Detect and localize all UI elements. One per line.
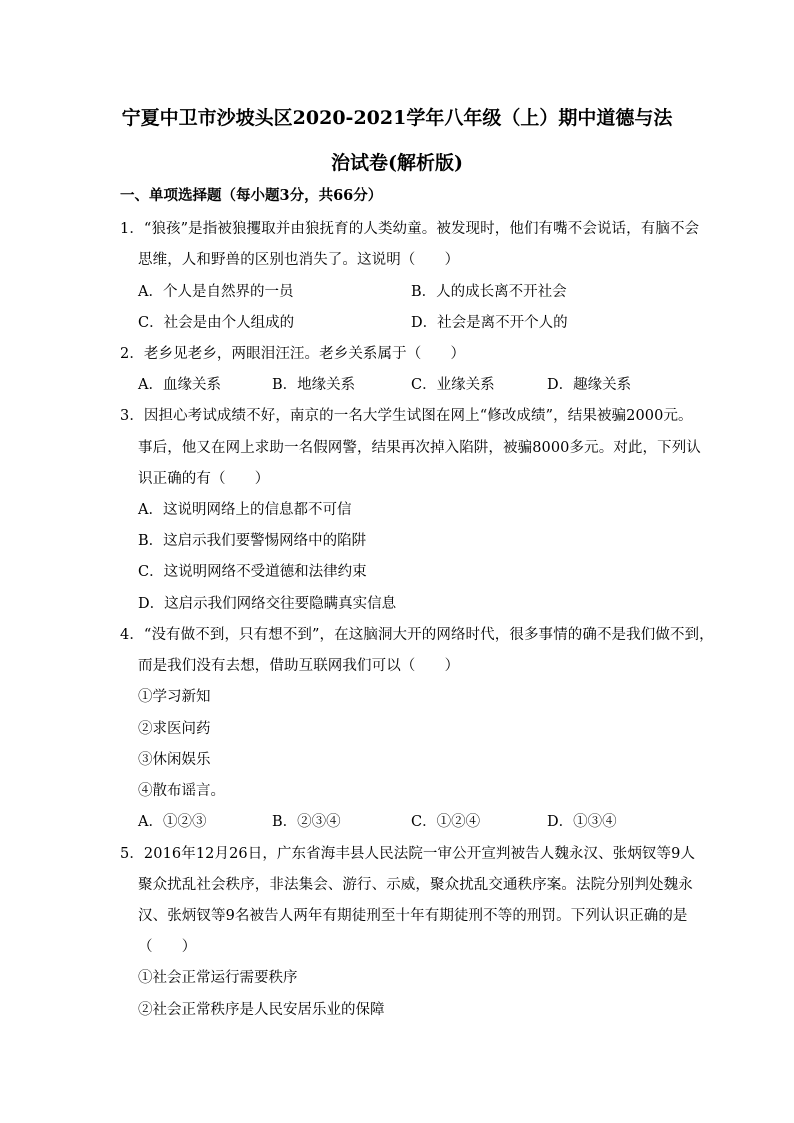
q4-item-2: ②求医问药 (138, 721, 211, 737)
q3-option-c: C．这说明网络不受道德和法律约束 (138, 564, 367, 580)
q5-stem-line-3: 汉、张炳钗等9名被告人两年有期徒刑至十年有期徒刑不等的刑罚。下列认识正确的是 (138, 908, 688, 924)
q3-option-a: A．这说明网络上的信息都不可信 (138, 502, 352, 518)
q3-stem-line-3: 识正确的有（ ） (138, 471, 270, 487)
section-heading: 一、单项选择题（每小题3分，共66分） (120, 187, 383, 204)
q2-option-d: D．趣缘关系 (547, 377, 632, 393)
q5-stem-line-4: （ ） (138, 939, 197, 955)
q1-stem-line-1: 1．“狼孩”是指被狼攫取并由狼抚育的人类幼童。被发现时，他们有嘴不会说话，有脑不会 (120, 221, 700, 237)
q1-option-d: D．社会是离不开个人的 (411, 315, 568, 331)
q4-option-d: D．①③④ (547, 814, 617, 830)
q1-option-a: A．个人是自然界的一员 (138, 284, 294, 300)
q4-item-3: ③休闲娱乐 (138, 752, 211, 768)
q3-option-d: D．这启示我们网络交往要隐瞒真实信息 (138, 596, 397, 612)
q1-stem-line-2: 思维，人和野兽的区别也消失了。这说明（ ） (138, 252, 460, 268)
q4-stem-line-2: 而是我们没有去想，借助互联网我们可以（ ） (138, 658, 460, 674)
q3-option-b: B．这启示我们要警惕网络中的陷阱 (138, 533, 367, 549)
q4-option-b: B．②③④ (272, 814, 341, 830)
q2-option-b: B．地缘关系 (272, 377, 356, 393)
q4-option-a: A．①②③ (138, 814, 207, 830)
q2-stem-line-1: 2．老乡见老乡，两眼泪汪汪。老乡关系属于（ ） (120, 346, 466, 362)
q2-option-c: C．业缘关系 (411, 377, 495, 393)
q2-option-a: A．血缘关系 (138, 377, 221, 393)
q5-item-1: ①社会正常运行需要秩序 (138, 970, 298, 986)
q4-stem-line-1: 4．“没有做不到，只有想不到”，在这脑洞大开的网络时代，很多事情的确不是我们做不到， (120, 627, 714, 643)
q3-stem-line-1: 3．因担心考试成绩不好，南京的一名大学生试图在网上“修改成绩”，结果被骗2000元。 (120, 408, 693, 424)
q5-stem-line-2: 聚众扰乱社会秩序，非法集会、游行、示威，聚众扰乱交通秩序案。法院分别判处魏永 (138, 877, 693, 893)
q4-item-4: ④散布谣言。 (138, 783, 225, 799)
q4-item-1: ①学习新知 (138, 689, 211, 705)
q5-stem-line-1: 5．2016年12月26日，广东省海丰县人民法院一审公开宣判被告人魏永汉、张炳钗等9人 (120, 846, 696, 862)
document-title (100, 96, 694, 186)
q3-stem-line-2: 事后，他又在网上求助一名假网警，结果再次掉入陷阱，被骗8000多元。对此，下列认 (138, 440, 701, 456)
title-line-2: 治试卷(解析版) (331, 152, 463, 174)
q4-option-c: C．①②④ (411, 814, 481, 830)
q5-item-2: ②社会正常秩序是人民安居乐业的保障 (138, 1002, 385, 1018)
q1-option-b: B．人的成长离不开社会 (411, 284, 567, 300)
q1-option-c: C．社会是由个人组成的 (138, 315, 295, 331)
title-line-1: 宁夏中卫市沙坡头区2020-2021学年八年级（上）期中道德与法 (121, 107, 673, 129)
